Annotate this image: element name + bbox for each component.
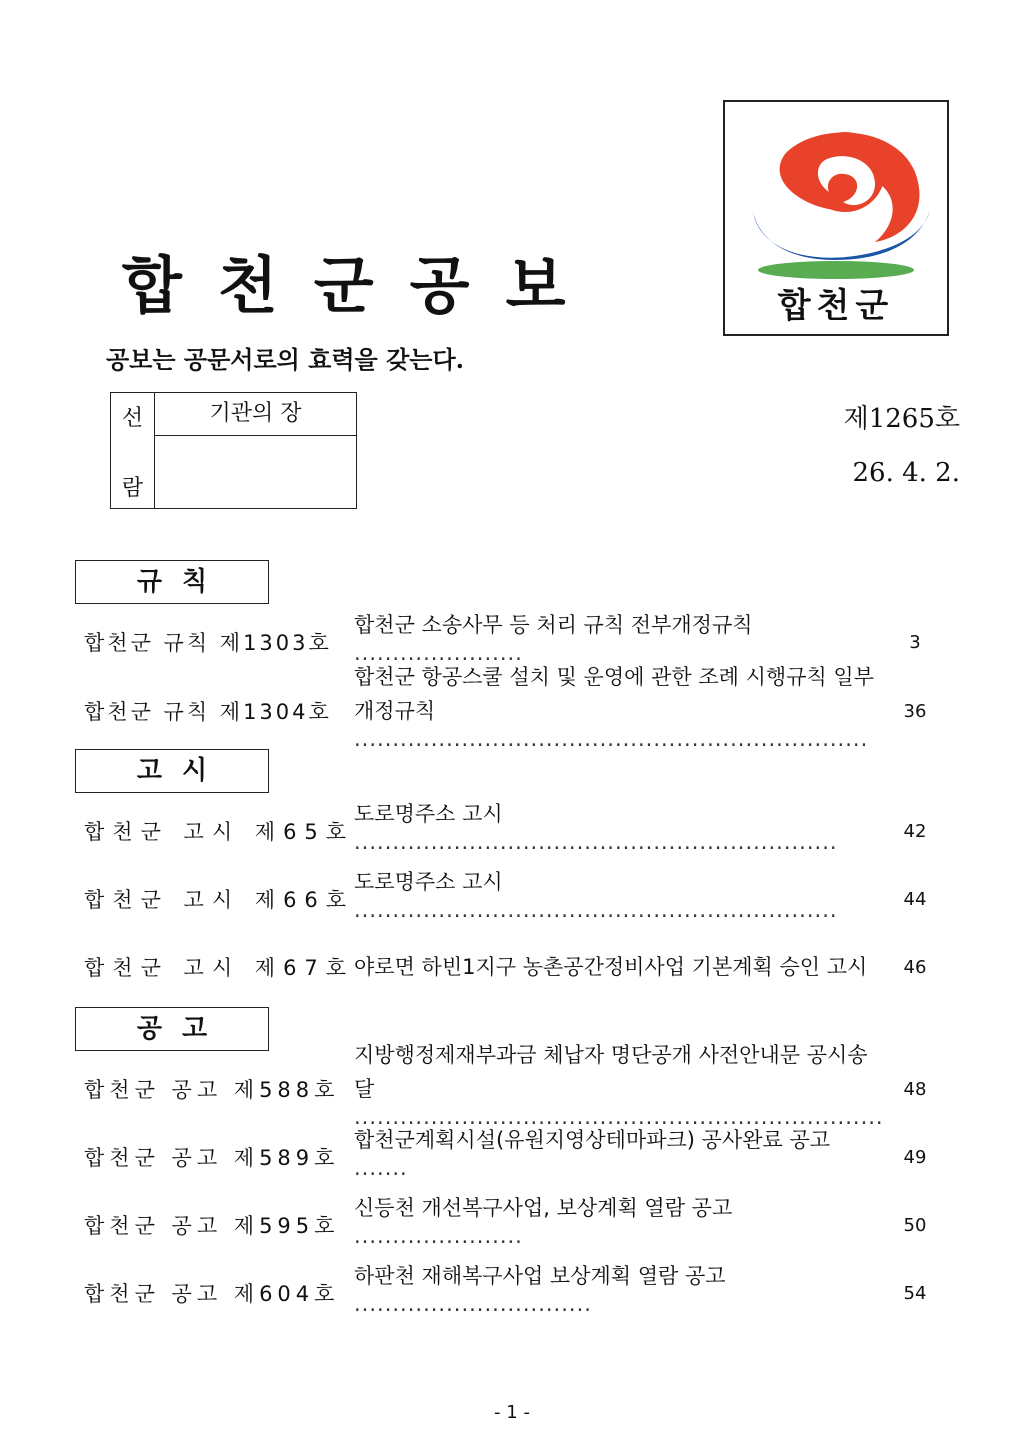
toc-leader-dots: ··································································· [354, 733, 869, 757]
issue-number: 제1265호 [843, 404, 960, 434]
toc-leader-dots: ······················ [354, 1230, 523, 1254]
toc-row[interactable] [84, 802, 940, 860]
toc-item-title-wrap [354, 870, 886, 928]
toc-item-page: 49 [903, 1146, 927, 1168]
toc-item-page: 50 [903, 1214, 927, 1236]
toc-item-title: 신등천 개선복구사업, 보상계획 열람 공고 [354, 1196, 733, 1220]
toc-item-title-wrap [354, 802, 886, 860]
toc-leader-dots: ······························································· [354, 904, 838, 928]
toc-item-number: 합천군 규칙 제1304호 [84, 700, 332, 724]
toc-item-number: 합천군 공고 제604호 [84, 1282, 340, 1306]
county-logo [723, 100, 949, 336]
toc-item-title: 합천군 소송사무 등 처리 규칙 전부개정규칙 [354, 613, 753, 637]
gazette-subtitle: 공보는 공문서로의 효력을 갖는다. [106, 345, 464, 374]
toc-item-title: 합천군계획시설(유원지영상테마파크) 공사완료 공고 [354, 1128, 831, 1152]
toc-item-title-wrap [354, 665, 886, 757]
toc-item-number: 합천군 고시 제65호 [84, 820, 355, 844]
toc-item-page: 42 [903, 820, 927, 842]
gazette-title: 합천군공보 [122, 249, 602, 322]
toc-row[interactable] [84, 870, 940, 928]
toc-leader-dots: ······· [354, 1162, 408, 1186]
toc-item-title-wrap [354, 1196, 886, 1254]
toc-item-page: 48 [903, 1078, 927, 1100]
toc-row[interactable] [84, 1128, 940, 1186]
toc-item-number: 합천군 고시 제67호 [84, 956, 355, 980]
toc-leader-dots: ······················ [354, 647, 523, 671]
toc-item-number: 합천군 공고 제589호 [84, 1146, 340, 1170]
toc-item-number: 합천군 공고 제595호 [84, 1214, 340, 1238]
toc-item-page: 46 [903, 956, 927, 978]
issue-date: 26. 4. 2. [852, 458, 960, 488]
logo-text-wrapper [725, 278, 947, 327]
logo-text: 합천군 [777, 286, 895, 326]
toc-item-page: 3 [909, 631, 921, 653]
toc-item-number: 합천군 규칙 제1303호 [84, 631, 332, 655]
section-heading-rules: 규칙 [75, 560, 269, 604]
section-heading-announcements: 공고 [75, 1007, 269, 1051]
toc-leader-dots: ····································································· [354, 1111, 884, 1135]
toc-row[interactable] [84, 942, 940, 992]
toc-row[interactable] [84, 1196, 940, 1254]
toc-row[interactable] [84, 665, 940, 757]
review-label-top: 선 [121, 406, 144, 431]
toc-item-title: 지방행정제재부과금 체납자 명단공개 사전안내문 공시송달 [354, 1043, 868, 1101]
review-header: 기관의 장 [155, 393, 356, 436]
toc-row[interactable] [84, 1264, 940, 1322]
toc-item-page: 54 [903, 1282, 927, 1304]
toc-item-number: 합천군 고시 제66호 [84, 888, 355, 912]
page-number: - 1 - [494, 1402, 530, 1423]
toc-row[interactable] [84, 1043, 940, 1135]
toc-item-title: 도로명주소 고시 [354, 802, 503, 826]
toc-item-title-wrap [354, 942, 886, 992]
toc-item-title-wrap [354, 1128, 886, 1186]
review-label-column [111, 393, 155, 508]
toc-item-title-wrap [354, 1264, 886, 1322]
toc-item-page: 36 [903, 700, 927, 722]
toc-leader-dots: ······························· [354, 1298, 592, 1322]
toc-item-title: 합천군 항공스쿨 설치 및 운영에 관한 조례 시행규칙 일부개정규칙 [354, 665, 874, 723]
toc-item-page: 44 [903, 888, 927, 910]
toc-item-title-wrap [354, 1043, 886, 1135]
toc-item-title: 도로명주소 고시 [354, 870, 503, 894]
toc-item-number: 합천군 공고 제588호 [84, 1078, 340, 1102]
toc-item-title: 야로면 하빈1지구 농촌공간정비사업 기본계획 승인 고시 [354, 955, 868, 979]
toc-leader-dots: ······························································· [354, 836, 838, 860]
toc-item-title: 하판천 재해복구사업 보상계획 열람 공고 [354, 1264, 726, 1288]
review-label-bottom: 람 [121, 476, 144, 501]
section-heading-notices: 고시 [75, 749, 269, 793]
review-box [110, 392, 357, 509]
